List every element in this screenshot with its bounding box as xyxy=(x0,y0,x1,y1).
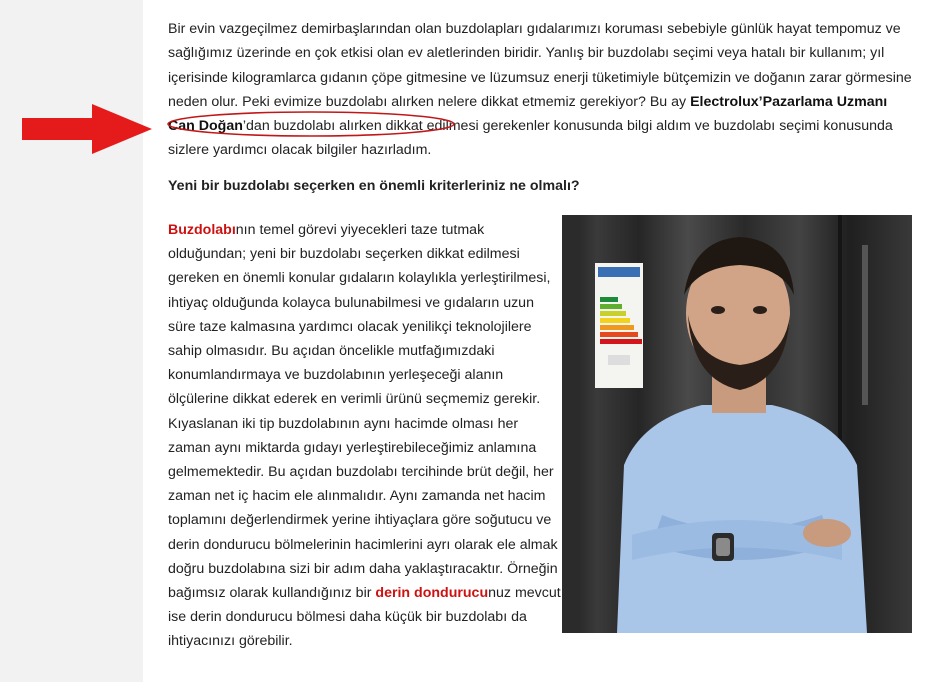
left-gutter xyxy=(0,0,143,682)
buzdolabi-link[interactable]: Buzdolabı xyxy=(168,222,236,238)
expert-photo xyxy=(562,215,912,633)
red-ellipse-annotation-icon xyxy=(165,109,457,139)
body-text-1: nın temel görevi yiyecekleri taze tutmak olduğundan; yeni bir buzdolabı seçerken dikkat edilmesi gereken en önemli konular gıdaların kolaylıkla yerleştirilmesi, ihtiyaç olduğunda kolayca bulunabilmesi ve gıdaların uzun süre taze kalmasına yardımcı olacak yenilikçi teknolojilere sahip olmasıdır. Bu açıdan öncelikle mutfağımızdaki konumlandırmaya ve buzdolabının yerleşeceği alanın ölçülerine dikkat ederek en verimli ürünü seçmemiz gerekir. Kıyaslanan iki tip buzdolabının aynı hacimde olması her zaman aynı miktarda gıdayı yerleştirebileceğimiz anlamına gelmemektedir. Bu açıdan buzdolabı tercihinde brüt değil, her zaman net iç hacim ele alınmalıdır. Aynı zamanda net hacim toplamını değerlendirmek yerine ihtiyaçlara göre soğutucu ve derin dondurucu bölmelerinin hacimlerini ayrı olarak ele almak doğru buzdolabına sizi bir adım daha yaklaştıracaktır. Örneğin bağımsız olarak kullandığınız bir xyxy=(168,222,558,602)
derin-dondurucu-link[interactable]: derin dondurucu xyxy=(375,585,489,602)
intro-paragraph xyxy=(168,17,914,163)
intro-text-start: Bir evin vazgeçilmez demirbaşlarından olan buzdolapları gıdalarımızı koruması sebebiyle günlük hayat tempomuz ve sağlığımız üzerinde en çok etkisi olan ev aletlerinden biridir. Yanlış bir buzdolabı seçimi veya hatalı bir kullanım; yıl içerisinde kilogramlarca gıdanın çöpe gitmesine ve lüzumsuz enerji tüketimiyle bütçemizin ve doğanın zarar görmesine neden olur. Peki evimize buzdolabı alırken nelere dikkat etmemiz gerekiyor? Bu ay xyxy=(168,21,912,110)
body-text-2: nuz mevcut ise derin dondurucu bölmesi daha küçük bir buzdolabı da ihtiyacınızı görebilir. xyxy=(168,585,561,650)
intro-text-end: ’dan buzdolabı alırken dikkat edilmesi gerekenler konusunda bilgi aldım ve buzdolabı seçimi konusunda sizlere yardımcı olacak bilgiler hazırladım. xyxy=(168,118,893,159)
section-heading: Yeni bir buzdolabı seçerken en önemli kriterleriniz ne olmalı? xyxy=(168,178,580,194)
body-paragraph xyxy=(168,218,563,654)
red-arrow-annotation-icon xyxy=(22,104,154,154)
expert-name: Electrolux’Pazarlama Uzmanı Can Doğan xyxy=(168,93,888,135)
